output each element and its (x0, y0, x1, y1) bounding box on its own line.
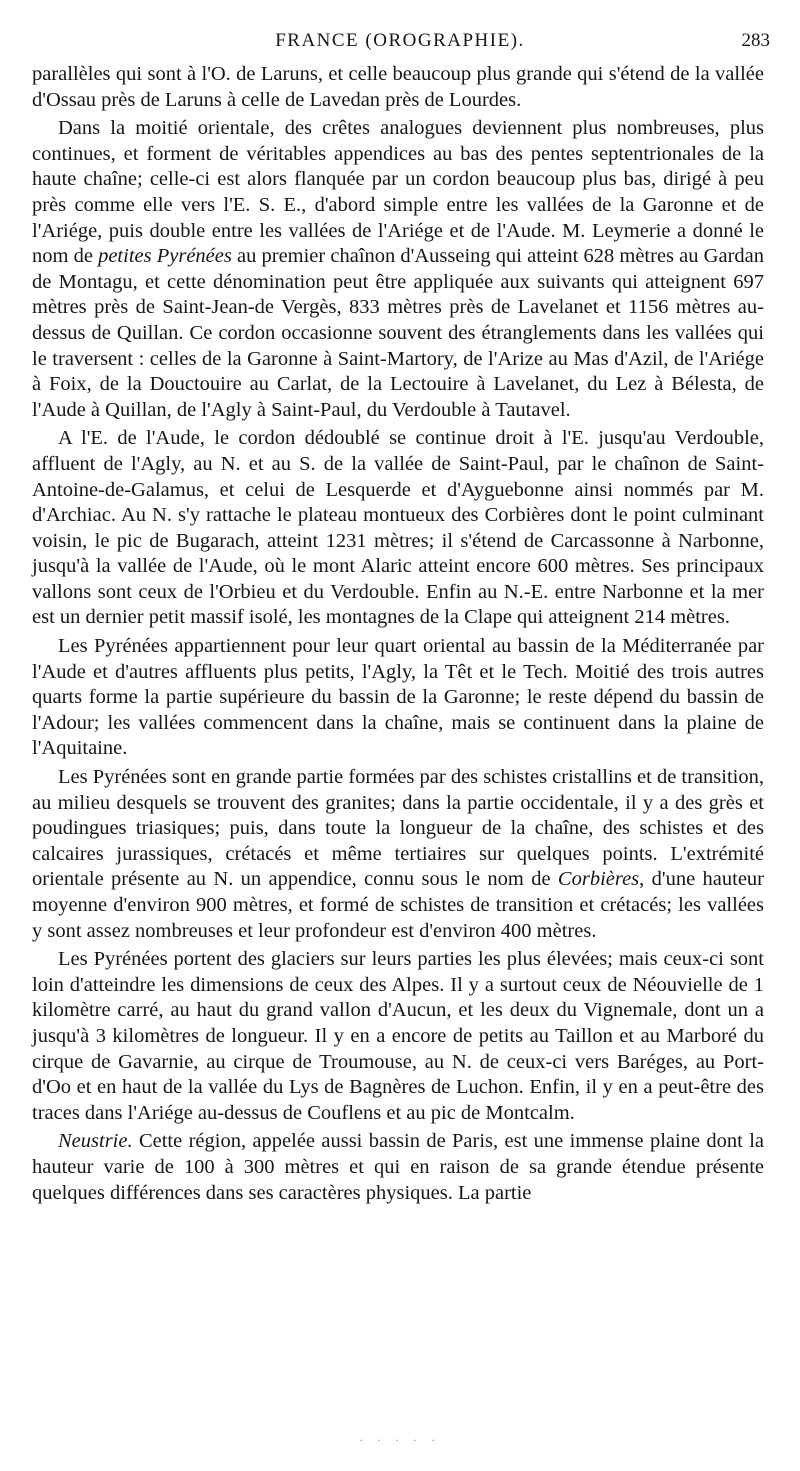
bottom-mark: . . . . . (359, 1430, 441, 1444)
page-number: 283 (741, 30, 770, 51)
paragraph-text: , d'une hauteur moyenne d'environ 900 mètres, et formé de schistes de transition et crétacés; les vallées y sont assez nombreuses et leur profondeur est d'environ 400 mètres. (32, 868, 764, 942)
paragraph-geologie (32, 765, 764, 944)
paragraph-text: parallèles qui sont à l'O. de Laruns, et celle beaucoup plus grande qui s'étend de la vallée d'Ossau près de Laruns à celle de Lavedan près de Lourdes. (32, 63, 764, 111)
italic-term: Corbières (557, 868, 640, 891)
running-head (30, 30, 770, 58)
body-text (32, 62, 764, 1206)
paragraph-bassins (32, 634, 764, 762)
paragraph-ossau (32, 62, 764, 113)
section-heading: Neustrie. (58, 1130, 133, 1153)
paragraph-text: Les Pyrénées appartiennent pour leur quart oriental au bassin de la Méditerranée par l'Aude et d'autres affluents plus petits, l'Agly, la Têt et le Tech. Moitié des trois autres quarts forme la partie supérieure du bassin de la Garonne; le reste dépend du bassin de l'Adour; les vallées commencent dans la chaîne, mais se continuent dans la plaine de l'Aquitaine. (32, 635, 764, 760)
paragraph-glaciers (32, 947, 764, 1126)
paragraph-text: Les Pyrénées sont en grande partie formées par des schistes cristallins et de transition, au milieu desquels se trouvent des granites; dans la partie occidentale, il y a des grès et poudingues triasiques; puis, dans toute la longueur de la chaîne, des schistes et des calcaires jurassiques, crétacés et même tertiaires sur quelques points. L'extrémité orientale présente au N. un appendice, connu sous le nom de (32, 766, 764, 891)
paragraph-corbieres-plateau (32, 426, 764, 631)
paragraph-moitie-orientale (32, 116, 764, 423)
paragraph-text: Cette région, appelée aussi bassin de Paris, est une immense plaine dont la hauteur varie de 100 à 300 mètres et qui en raison de sa grande étendue présente quelques différences dans ses caractères physiques. La partie (32, 1130, 764, 1204)
paragraph-neustrie (32, 1129, 764, 1206)
paragraph-text: A l'E. de l'Aude, le cordon dédoublé se continue droit à l'E. jusqu'au Verdouble, affluent de l'Agly, au N. et au S. de la vallée de Saint-Paul, par le chaînon de Saint-Antoine-de-Galamus, et celui de Lesquerde et d'Ayguebonne ainsi nommés par M. d'Archiac. Au N. s'y rattache le plateau montueux des Corbières dont le point culminant voisin, le pic de Bugarach, atteint 1231 mètres; il s'étend de Carcassonne à Narbonne, jusqu'à la vallée de l'Aude, où le mont Alaric atteint encore 600 mètres. Ses principaux vallons sont ceux de l'Orbieu et du Verdouble. Enfin au N.-E. entre Narbonne et la mer est un dernier petit massif isolé, les montagnes de la Clape qui atteignent 214 mètres. (32, 427, 764, 629)
paragraph-text: Les Pyrénées portent des glaciers sur leurs parties les plus élevées; mais ceux-ci sont loin d'atteindre les dimensions de ceux des Alpes. Il y a surtout ceux de Néouvielle de 1 kilomètre carré, au haut du grand vallon d'Aucun, et les deux du Vignemale, dont un a jusqu'à 3 kilomètres de longueur. Il y en a encore de petits au Taillon et au Marboré du cirque de Gavarnie, au cirque de Troumouse, au N. de ceux-ci vers Baréges, au Port-d'Oo et en haut de la vallée du Lys de Bagnères de Luchon. Enfin, il y en a peut-être des traces dans l'Ariége au-dessus de Couflens et au pic de Montcalm. (32, 948, 764, 1124)
running-title: FRANCE (OROGRAPHIE). (275, 30, 525, 51)
paragraph-text: Dans la moitié orientale, des crêtes analogues deviennent plus nombreuses, plus continues, et forment de véritables appendices au bas des pentes septentrionales de la haute chaîne; celle-ci est alors flanquée par un cordon beaucoup plus bas, dirigé à peu près comme elle vers l'E. S. E., d'abord simple entre les vallées de la Garonne et de l'Ariége, puis double entre les vallées de l'Ariége et de l'Aude. M. Leymerie a donné le nom de (32, 117, 764, 268)
italic-term: petites Pyrénées (98, 245, 232, 268)
paragraph-text: au premier chaînon d'Ausseing qui atteint 628 mètres au Gardan de Montagu, et cette dénomination peut être appliquée aux suivants qui atteignent 697 mètres près de Saint-Jean-de Vergès, 833 mètres près de Lavelanet et 1156 mètres au-dessus de Quillan. Ce cordon occasionne souvent des étranglements dans les vallées qui le traversent : celles de la Garonne à Saint-Martory, de l'Arize au Mas d'Azil, de l'Ariége à Foix, de la Douctouire au Carlat, de la Lectouire à Lavelanet, du Lez à Bélesta, de l'Aude à Quillan, de l'Agly à Saint-Paul, du Verdouble à Tautavel. (32, 245, 764, 421)
